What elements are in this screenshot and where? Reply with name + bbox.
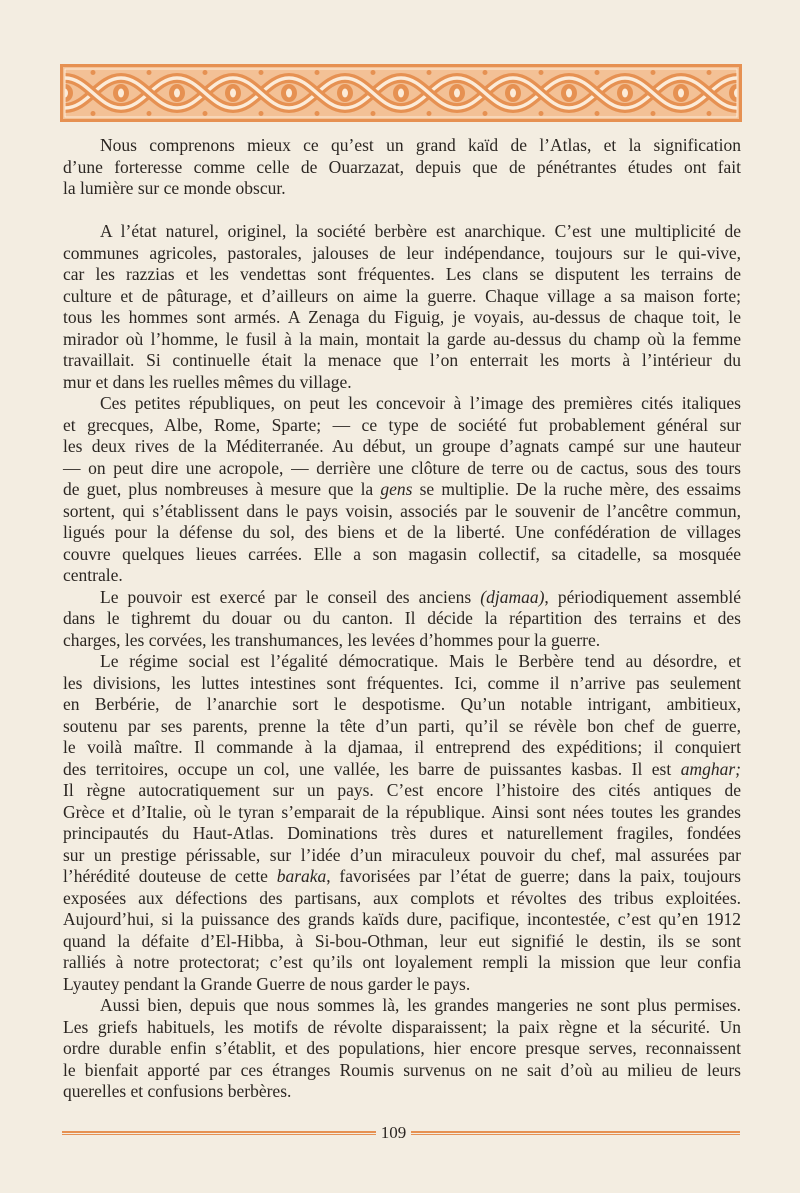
text-line: Aussi bien, depuis que nous sommes là, les grandes mangeries ne sont plus permises. — [100, 995, 741, 1015]
text-line: car les razzias et les vendettas sont fréquentes. Les clans se disputent les terrains de — [63, 264, 741, 284]
text-line: querelles et confusions berbères. — [63, 1081, 292, 1101]
italic-term: gens — [380, 479, 413, 499]
text-line: la lumière sur ce monde obscur. — [63, 178, 286, 198]
italic-term: baraka — [276, 866, 327, 886]
text-line: tous les hommes sont armés. A Zenaga du Figuig, je voyais, au-dessus de chaque toit, le — [63, 307, 741, 327]
paragraph — [63, 995, 741, 1103]
text-line: Le régime social est l’égalité démocratique. Mais le Berbère tend au désordre, et — [100, 651, 741, 671]
text-line — [63, 759, 741, 781]
text-line: communes agricoles, pastorales, jalouses de leur indépendance, toujours sur le qui-vive, — [63, 242, 741, 263]
text-segment: , favorisées par l’état de guerre; dans la paix, toujours — [326, 866, 741, 886]
text-line: charges, les corvées, les transhumances, les levées d’hommes pour la guerre. — [63, 629, 601, 650]
text-line: centrale. — [63, 565, 123, 585]
text-line: Grèce et d’Italie, où le tyran s’emparait de la république. Ainsi sont nées toutes les grandes — [63, 801, 741, 822]
text-line: couvre quelques lieues carrées. Elle a son magasin collectif, sa citadelle, sa mosquée — [63, 543, 741, 564]
footer-rule-right — [411, 1131, 740, 1135]
text-line: Il règne autocratiquement sur un pays. C’est encore l’histoire des cités antiques de — [63, 780, 741, 800]
paragraph — [63, 221, 741, 393]
text-line: mur et dans les ruelles mêmes du village. — [63, 371, 352, 392]
text-line: travaillait. Si continuelle était la menace que l’on enterrait les morts à l’intérieur du — [63, 350, 741, 370]
text-line — [63, 479, 741, 501]
page-number: 109 — [380, 1123, 407, 1142]
text-line: — on peut dire une acropole, — derrière une clôture de terre ou de cactus, sous des tours — [63, 457, 741, 478]
text-segment: des territoires, occupe un col, une vallée, les barre de puissantes kasbas. Il est — [63, 758, 681, 779]
text-line: ordre durable enfin s’établit, et des populations, hier encore presque serves, reconnaissent — [63, 1038, 741, 1058]
italic-term: amghar; — [680, 758, 741, 779]
text-line: culture et de pâturage, et d’ailleurs on aime la guerre. Chaque village a sa maison forte; — [63, 285, 741, 306]
text-line: le voilà maître. Il commande à la djamaa, il entreprend des expéditions; il conquiert — [63, 737, 741, 757]
text-line: principautés du Haut-Atlas. Dominations très dures et naturellement fragiles, fondées — [63, 823, 741, 843]
section-break — [63, 200, 741, 222]
text-line: Ces petites républiques, on peut les concevoir à l’image des premières cités italiques — [100, 393, 741, 413]
header-interlace-ornament — [60, 64, 742, 122]
text-line: et grecques, Albe, Rome, Sparte; — ce type de société fut probablement général sur — [63, 414, 741, 435]
text-line: Les griefs habituels, les motifs de révolte disparaissent; la paix règne et la sécurité. Un — [63, 1016, 741, 1037]
text-line: quand la défaite d’El-Hibba, à Si-bou-Othman, leur eut signifié le destin, ils se sont — [63, 930, 741, 951]
text-line: soutenu par ses parents, prenne la tête d’un parti, qu’il se révèle bon chef de guerre, — [63, 715, 741, 736]
paragraph — [63, 135, 741, 200]
text-segment: se multiplie. De la ruche mère, des essaims — [412, 479, 741, 499]
text-line: Aujourd’hui, si la puissance des grands kaïds dure, pacifique, incontestée, c’est qu’en 1912 — [63, 909, 741, 929]
text-line: Nous comprenons mieux ce qu’est un grand kaïd de l’Atlas, et la signification — [100, 135, 741, 155]
text-line: ralliés à notre protectorat; c’est qu’ils ont loyalement rempli la mission que leur confia — [63, 952, 741, 972]
text-segment: Le pouvoir est exercé par le conseil des anciens — [100, 586, 481, 607]
paragraph — [63, 587, 741, 652]
paragraph — [63, 651, 741, 995]
text-line — [63, 866, 741, 888]
body-text — [63, 135, 741, 1103]
text-line: les divisions, les luttes intestines sont fréquentes. Ici, comme il n’arrive pas seulement — [63, 672, 741, 693]
text-line: A l’état naturel, originel, la société berbère est anarchique. C’est une multiplicité de — [100, 221, 741, 241]
footer-rule-left — [62, 1131, 376, 1135]
text-segment: l’hérédité douteuse de cette — [63, 866, 277, 886]
paragraph — [63, 393, 741, 587]
text-segment: de guet, plus nombreuses à mesure que la — [63, 479, 381, 499]
text-line: sur un prestige périssable, sur l’idée d’un miraculeux pouvoir du chef, mal assurées par — [63, 844, 741, 865]
text-line: les deux rives de la Méditerranée. Au début, un groupe d’agnats campé sur une hauteur — [63, 436, 741, 456]
text-line: le bienfait apporté par ces étranges Roumis survenus on ne sait d’où au milieu de leurs — [63, 1059, 741, 1080]
text-segment: , périodiquement assemblé — [544, 586, 741, 607]
italic-term: (djamaa) — [480, 586, 545, 607]
text-line: mirador où l’homme, le fusil à la main, montait la garde au-dessus du champ où la femme — [63, 328, 741, 349]
text-line: Lyautey pendant la Grande Guerre de nous garder le pays. — [63, 973, 471, 994]
text-line: en Berbérie, de l’anarchie sort le despotisme. Qu’un notable intrigant, ambitieux, — [63, 694, 741, 714]
text-line: dans le tighremt du douar ou du canton. Il décide la répartition des terrains et des — [63, 608, 741, 628]
text-line: sortent, qui s’établissent dans le pays voisin, associés par le souvenir de l’ancêtre commun, — [63, 500, 741, 521]
text-line — [63, 587, 741, 609]
text-line: exposées aux défections des partisans, aux complots et révoltes des tribus exploitées. — [63, 887, 741, 908]
text-line: d’une forteresse comme celle de Ouarzazat, depuis que de pénétrantes études ont fait — [63, 156, 741, 177]
text-line: ligués pour la défense du sol, des biens et de la liberté. Une confédération de villages — [63, 522, 741, 542]
